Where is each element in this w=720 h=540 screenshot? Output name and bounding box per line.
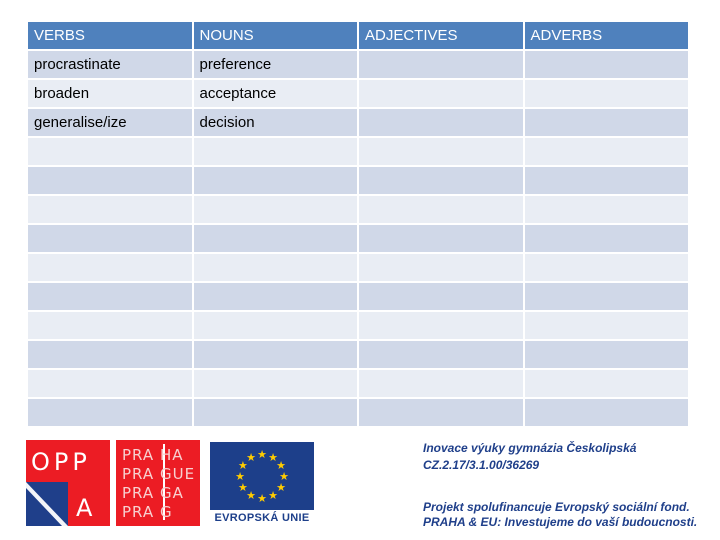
table-cell [359,312,523,339]
table-cell [525,399,689,426]
table-cell [525,370,689,397]
eu-caption: EVROPSKÁ UNIE [214,512,310,524]
table-cell: preference [194,51,358,78]
table-cell: generalise/ize [28,109,192,136]
table-cell [28,312,192,339]
cofinance-slogan: PRAHA & EU: Investujeme do vaší budoucnosti. [423,515,698,529]
eu-logo [206,440,318,526]
table-row [28,51,688,78]
table-row [28,254,688,281]
table-cell [359,399,523,426]
star-icon: ★ [276,482,287,494]
star-icon: ★ [235,471,245,483]
table-cell [194,167,358,194]
star-icon: ★ [237,482,248,494]
table-cell [194,370,358,397]
star-icon: ★ [257,493,267,505]
header-adjectives: ADJECTIVES [359,22,523,49]
table-cell [359,80,523,107]
table-row [28,399,688,426]
table-cell [525,51,689,78]
table-cell [194,312,358,339]
table-cell [194,341,358,368]
table-row [28,109,688,136]
table-row [28,370,688,397]
header-verbs: VERBS [28,22,192,49]
table-cell [28,196,192,223]
table-cell [194,196,358,223]
table-cell: procrastinate [28,51,192,78]
header-adverbs: ADVERBS [525,22,689,49]
header-nouns: NOUNS [194,22,358,49]
table-cell [28,225,192,252]
star-icon: ★ [276,460,287,472]
star-icon: ★ [268,490,278,503]
table-row [28,167,688,194]
star-icon: ★ [257,449,267,461]
table-row [28,196,688,223]
table-row [28,341,688,368]
word-forms-table [26,20,690,428]
praha-logo: PRA HA PRA GUE PRA GA PRA G [116,440,200,526]
table-cell [525,138,689,165]
star-icon: ★ [246,490,256,503]
star-icon: ★ [237,460,248,472]
table-cell [359,254,523,281]
table-row [28,283,688,310]
table-cell [525,196,689,223]
table-cell [525,109,689,136]
table-body [28,51,688,426]
table-cell [525,167,689,194]
table-cell: decision [194,109,358,136]
project-code: CZ.2.17/3.1.00/36269 [423,458,540,472]
table-cell [28,167,192,194]
project-title: Inovace výuky gymnázia Českolipská [423,441,637,455]
table-cell [525,80,689,107]
table-header-row [28,22,688,49]
table-cell [28,283,192,310]
svg-text:A: A [76,494,93,522]
table-cell [28,341,192,368]
table-cell [194,399,358,426]
table-row [28,225,688,252]
table-cell [525,312,689,339]
table-cell: broaden [28,80,192,107]
table-cell [359,196,523,223]
star-icon: ★ [268,451,278,464]
table-cell [194,254,358,281]
table-cell [359,283,523,310]
cofinance-note: Projekt spolufinancuje Evropský sociální fond. [423,500,690,514]
table-cell [28,399,192,426]
table-cell [194,138,358,165]
table-cell [359,51,523,78]
table-cell [28,138,192,165]
table-cell [28,370,192,397]
table-cell [28,254,192,281]
svg-text:OPP: OPP [31,448,91,476]
table-cell: acceptance [194,80,358,107]
table-cell [525,254,689,281]
table-cell [359,167,523,194]
table-cell [525,283,689,310]
table-cell [525,341,689,368]
oppa-logo [26,440,110,526]
star-icon: ★ [279,471,289,483]
table-cell [525,225,689,252]
table-cell [359,341,523,368]
table-row [28,80,688,107]
table-cell [359,109,523,136]
table-cell [194,225,358,252]
table-row [28,138,688,165]
table-row [28,312,688,339]
star-icon: ★ [246,451,256,464]
table-cell [359,225,523,252]
table-cell [359,138,523,165]
table-cell [194,283,358,310]
table-cell [359,370,523,397]
